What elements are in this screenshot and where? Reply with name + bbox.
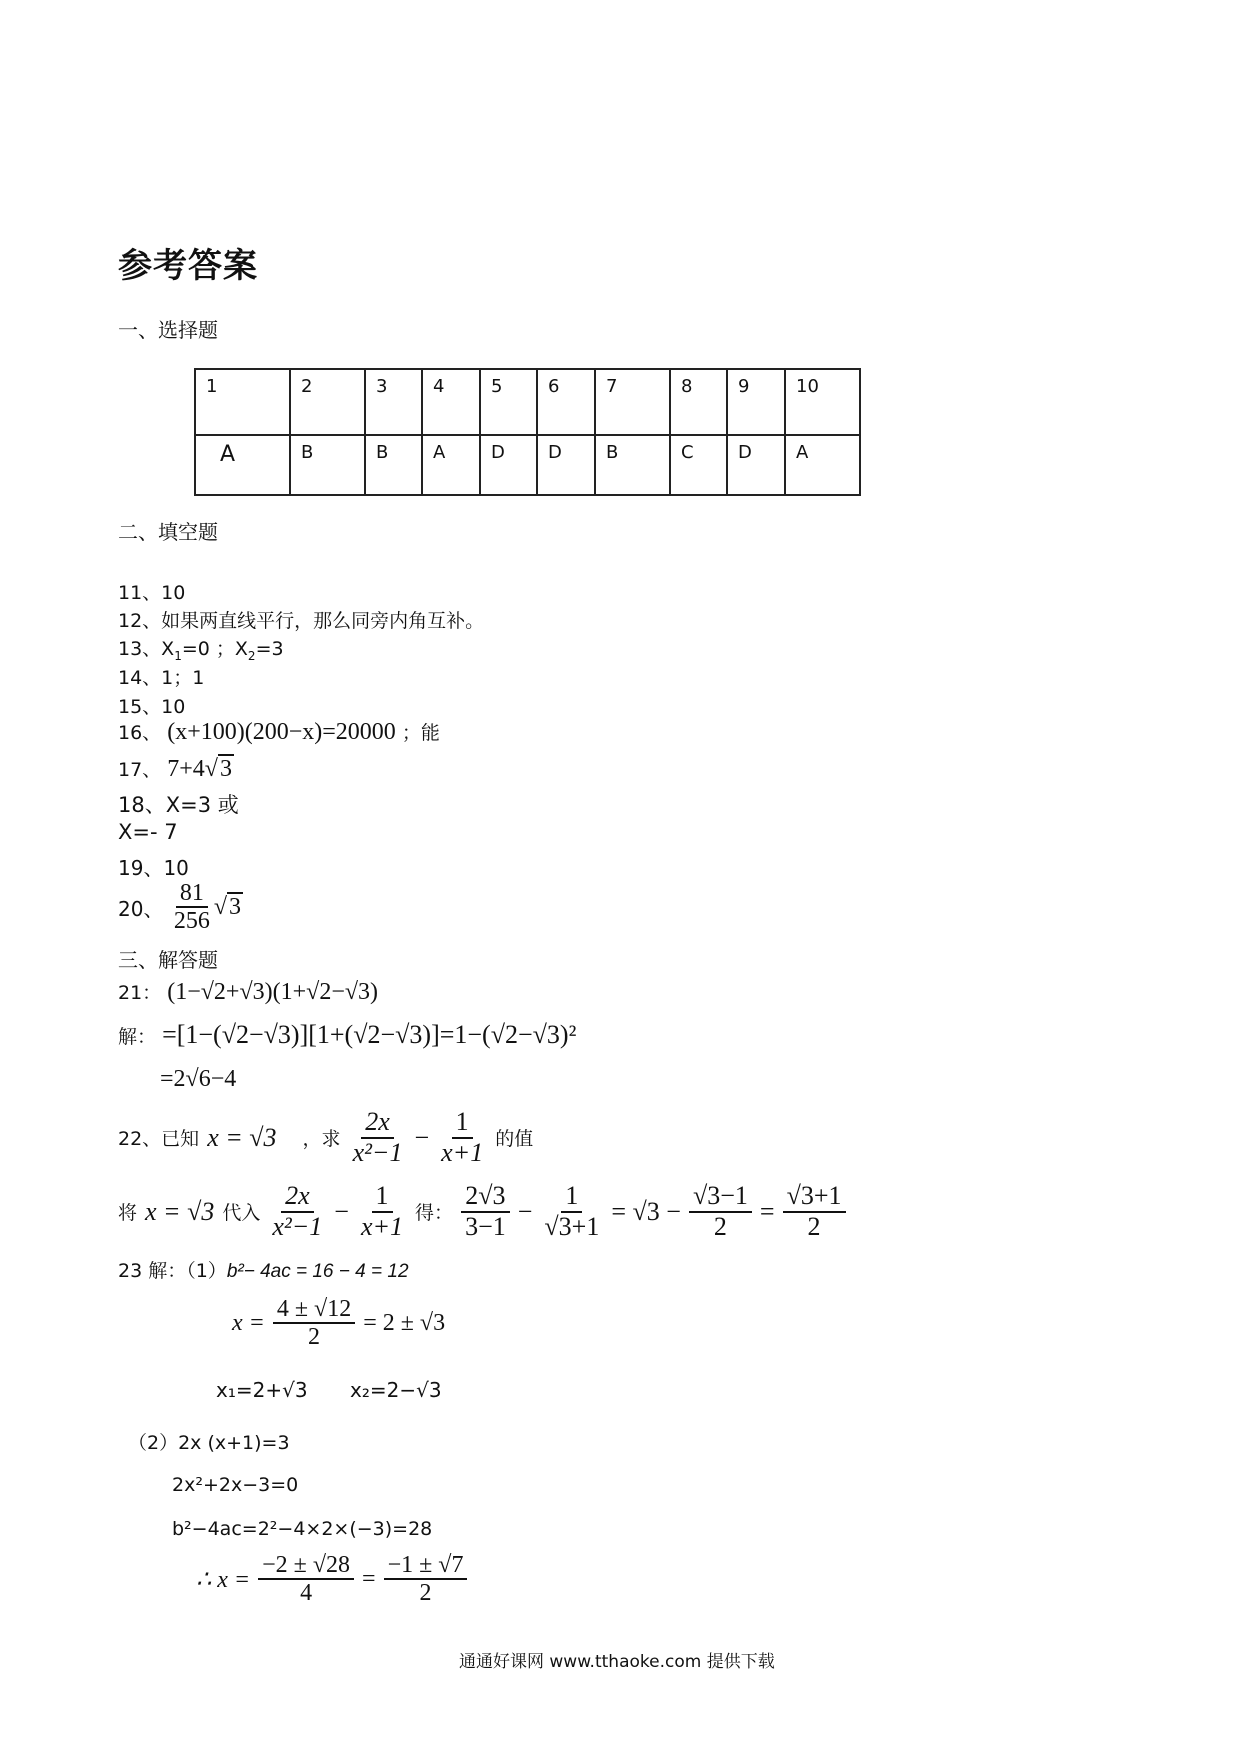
question-number-cell: 10 xyxy=(785,369,860,435)
answer-table-header-row xyxy=(195,369,860,435)
fraction xyxy=(384,1552,468,1607)
fraction-denominator: 3−1 xyxy=(465,1211,506,1241)
answer-23-head: 23 解：（1） xyxy=(118,1260,227,1282)
fraction-numerator: 1 xyxy=(452,1108,473,1139)
answer-table-answer-row xyxy=(195,435,860,495)
answer-23-root1: x₁=2+√3 xyxy=(216,1378,308,1402)
answer-15: 15、10 xyxy=(118,696,186,718)
equation-rhs: = 2 ± √3 xyxy=(363,1309,446,1336)
fraction-numerator: −1 ± √7 xyxy=(384,1552,468,1580)
fraction-denominator: 2 xyxy=(713,1211,727,1241)
fraction-denominator: x+1 xyxy=(441,1137,484,1167)
minus-sign: − xyxy=(517,1196,533,1226)
fraction-denominator: 2 xyxy=(807,1211,821,1241)
sqrt-symbol-icon: √ xyxy=(204,756,218,782)
answer-21-label: 21： xyxy=(118,982,162,1004)
answer-16 xyxy=(118,718,440,746)
answer-23-discriminant: b²− 4ac = 16 − 4 = 12 xyxy=(226,1261,409,1282)
answer-cell: D xyxy=(727,435,785,495)
answer-cell: A xyxy=(422,435,480,495)
answer-cell: A xyxy=(195,435,290,495)
fraction xyxy=(783,1182,846,1241)
fraction xyxy=(273,1296,355,1351)
answer-22-label: 22、已知 xyxy=(118,1128,200,1151)
answer-cell: D xyxy=(480,435,537,495)
fraction-numerator: 2x xyxy=(281,1182,314,1213)
fraction-denominator: 256 xyxy=(173,908,210,935)
answer-23-part1 xyxy=(118,1256,409,1283)
fraction-numerator: 2x xyxy=(361,1108,394,1139)
answer-23-root2: x₂=2−√3 xyxy=(350,1378,442,1402)
fraction-denominator: 2 xyxy=(419,1580,432,1607)
fraction-numerator: 1 xyxy=(561,1182,582,1213)
answer-22-solution xyxy=(118,1182,846,1241)
fraction-numerator: √3+1 xyxy=(783,1182,846,1213)
text: 将 xyxy=(118,1202,138,1225)
section-heading-solve: 三、解答题 xyxy=(118,948,218,972)
equals-sign: = xyxy=(362,1565,376,1592)
answer-11: 11、10 xyxy=(118,582,186,604)
answer-13 xyxy=(118,634,284,663)
answer-17-label: 17、 xyxy=(118,759,162,781)
fraction-numerator: −2 ± √28 xyxy=(258,1552,354,1580)
equals-sign: = xyxy=(759,1196,775,1226)
fraction-denominator: √3+1 xyxy=(544,1211,600,1241)
answer-cell: B xyxy=(290,435,365,495)
answer-23-part2-line2: 2x²+2x−3=0 xyxy=(172,1474,299,1496)
answer-22 xyxy=(118,1108,533,1167)
text: 得： xyxy=(415,1202,454,1225)
footer-credit: 通通好课网 www.tthaoke.com 提供下载 xyxy=(459,1652,775,1672)
fraction-denominator: 2 xyxy=(308,1324,321,1351)
answer-12: 12、如果两直线平行，那么同旁内角互补。 xyxy=(118,610,485,632)
fraction xyxy=(437,1108,487,1167)
answer-13-part: 13、X xyxy=(118,638,175,660)
answer-19: 19、10 xyxy=(118,856,189,880)
answer-20 xyxy=(118,880,243,935)
answer-cell: B xyxy=(365,435,422,495)
answer-21-result-expression: =2√6−4 xyxy=(160,1066,237,1092)
answer-21-solution xyxy=(118,1020,576,1050)
fraction-denominator: x²−1 xyxy=(352,1137,403,1167)
question-number-cell: 8 xyxy=(670,369,727,435)
question-number-cell: 7 xyxy=(595,369,670,435)
fraction-denominator: x+1 xyxy=(360,1211,404,1241)
fraction-denominator: x²−1 xyxy=(272,1211,323,1241)
section-heading-fill: 二、填空题 xyxy=(118,520,218,544)
fraction-denominator: 4 xyxy=(300,1580,313,1607)
fraction-numerator: 2√3 xyxy=(461,1182,509,1213)
fraction-numerator: 81 xyxy=(176,880,208,908)
question-number-cell: 6 xyxy=(537,369,595,435)
answer-22-tail: 的值 xyxy=(495,1128,534,1151)
question-number-cell: 9 xyxy=(727,369,785,435)
answer-16-tail: ；能 xyxy=(401,722,440,744)
answer-22-given: x = √3 xyxy=(207,1122,277,1152)
question-number-cell: 3 xyxy=(365,369,422,435)
answer-14: 14、1；1 xyxy=(118,667,205,689)
answer-18-line2: X=- 7 xyxy=(118,820,178,844)
answer-cell: A xyxy=(785,435,860,495)
answer-13-sub: 2 xyxy=(247,648,256,663)
minus-sign: − xyxy=(334,1196,349,1226)
answer-16-label: 16、 xyxy=(118,722,162,744)
page-title: 参考答案 xyxy=(118,246,258,286)
equation-lhs: x = xyxy=(232,1309,265,1336)
answer-20-radicand: 3 xyxy=(228,893,241,920)
answer-23-formula xyxy=(232,1296,445,1351)
answer-13-part: =0 ；X xyxy=(181,638,248,660)
answer-20-label: 20、 xyxy=(118,896,164,921)
equation-lhs: ∴ x = xyxy=(196,1566,251,1593)
question-number-cell: 5 xyxy=(480,369,537,435)
answer-18-line1: 18、X=3 或 xyxy=(118,793,239,817)
fraction xyxy=(268,1182,326,1241)
answer-21-result xyxy=(160,1066,236,1093)
fraction xyxy=(689,1182,752,1241)
answer-17 xyxy=(118,755,234,783)
fraction xyxy=(540,1182,603,1241)
solution-label: 解： xyxy=(118,1026,157,1048)
answer-cell: B xyxy=(595,435,670,495)
answer-21-solution-expression: =[1−(√2−√3)][1+(√2−√3)]=1−(√2−√3)² xyxy=(162,1020,577,1049)
fraction xyxy=(258,1552,354,1607)
answer-13-sub: 1 xyxy=(174,648,182,663)
answer-cell: C xyxy=(670,435,727,495)
answer-23-part2-head: （2）2x (x+1)=3 xyxy=(128,1432,290,1454)
text: 代入 xyxy=(222,1202,261,1225)
equation-part: = √3 − xyxy=(611,1196,681,1226)
fraction-numerator: √3−1 xyxy=(689,1182,752,1213)
answer-22-ask: ，求 xyxy=(302,1128,341,1151)
substitution-value: x = √3 xyxy=(145,1196,215,1226)
answer-cell: D xyxy=(537,435,595,495)
sqrt-symbol-icon: √ xyxy=(213,893,227,920)
answer-21-expression: (1−√2+√3)(1+√2−√3) xyxy=(167,979,379,1005)
minus-sign: − xyxy=(414,1122,430,1152)
question-number-cell: 4 xyxy=(422,369,480,435)
fraction-numerator: 4 ± √12 xyxy=(273,1296,355,1324)
question-number-cell: 2 xyxy=(290,369,365,435)
answer-20-fraction xyxy=(170,880,214,935)
answer-23-part2-formula xyxy=(196,1552,467,1607)
fraction-numerator: 1 xyxy=(372,1182,393,1213)
answer-13-part: =3 xyxy=(255,638,284,660)
answer-table xyxy=(194,368,861,496)
question-number-cell: 1 xyxy=(195,369,290,435)
fraction xyxy=(461,1182,510,1241)
answer-17-expression: 7+4 xyxy=(167,756,205,782)
answer-23-part2-line3: b²−4ac=2²−4×2×(−3)=28 xyxy=(172,1518,433,1540)
answer-16-expression: (x+100)(200−x)=20000 xyxy=(167,719,396,745)
answer-17-radicand: 3 xyxy=(219,756,232,782)
fraction xyxy=(349,1108,407,1167)
fraction xyxy=(357,1182,407,1241)
section-heading-choice: 一、选择题 xyxy=(118,318,218,342)
answer-21 xyxy=(118,978,378,1006)
